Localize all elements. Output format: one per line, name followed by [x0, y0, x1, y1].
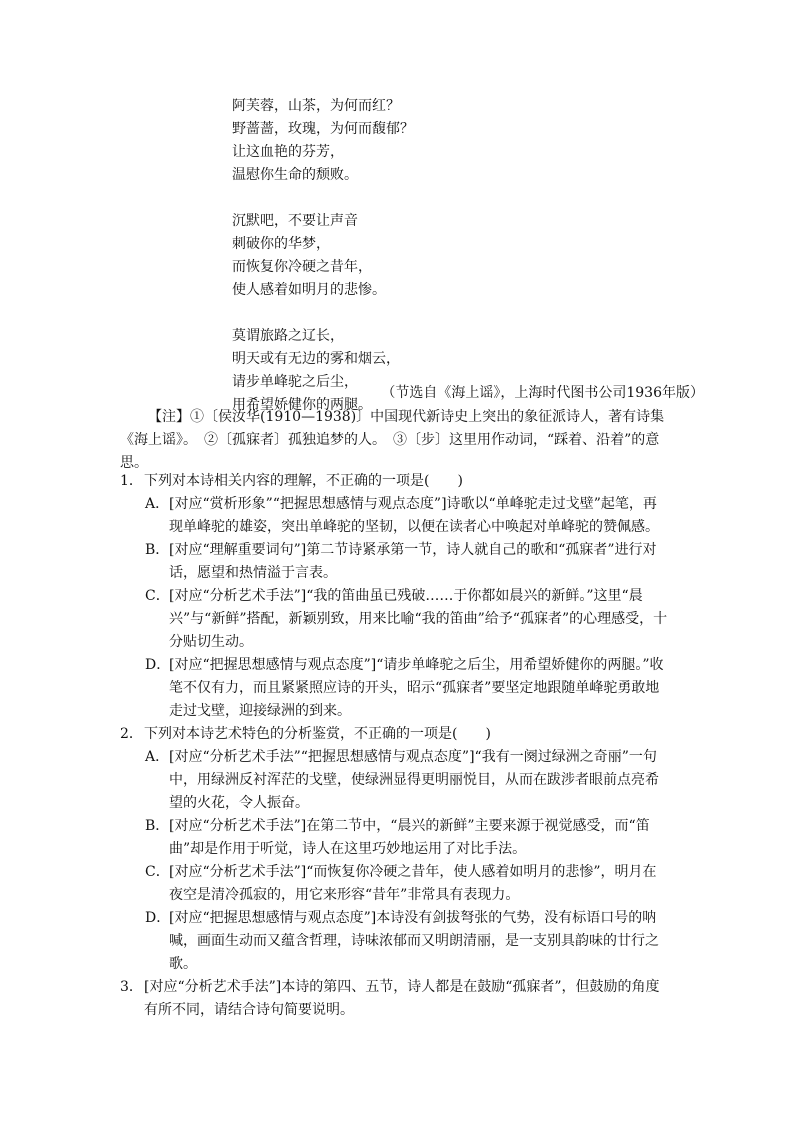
option-c: [120, 585, 670, 654]
option-text: [对应“分析艺术手法”“把握思想感情与观点态度”]“我有一阕过绿洲之奇丽”一句中，用绿洲反衬浑茫的戈壁，使绿洲显得更明丽悦目，从而在跋涉者眼前点亮希望的火花，令人振奋。: [169, 749, 659, 811]
poem-line: 野蔷蔷，玫瑰，为何而馥郁？: [232, 121, 414, 137]
poem-line: 刺破你的华梦，: [232, 236, 330, 252]
option-text: [对应“理解重要词句”]第二节诗紧承第一节，诗人就自己的歌和“孤寐者”进行对话，愿望和热情溢于言表。: [169, 542, 657, 581]
poem-line: 请步单峰驼之后尘，: [232, 374, 358, 390]
option-b: [120, 539, 670, 585]
question-number: 1．: [120, 473, 143, 489]
poem-line: 用希望娇健你的两腿。: [232, 397, 372, 413]
poem-line: 而恢复你冷硬之昔年，: [232, 259, 372, 275]
question-1: [120, 470, 670, 723]
poem-line: 莫谓旅路之辽长，: [232, 328, 344, 344]
option-label: C．: [145, 864, 170, 880]
question-number: 2．: [120, 726, 143, 742]
poem-line: 让这血艳的芬芳，: [232, 144, 344, 160]
option-c: [120, 861, 670, 907]
option-text: [对应“分析艺术手法”]在第二节中，“晨兴的新鲜”主要来源于视觉感受，而“笛曲”却是作用于听觉，诗人在这里巧妙地运用了对比手法。: [169, 818, 650, 857]
option-a: [120, 493, 670, 539]
question-stem: 下列对本诗艺术特色的分析鉴赏，不正确的一项是( ): [144, 726, 491, 742]
poem-stanza-2: [232, 210, 414, 302]
footnote: 【注】①〔侯汝华(1910—1938)〕中国现代新诗史上突出的象征派诗人，著有诗集《海上谣》。 ②〔孤寐者〕孤独追梦的人。 ③〔步〕这里用作动词，“踩着、沿着”的意思。: [120, 409, 665, 471]
option-text: [对应“把握思想感情与观点态度”]“请步单峰驼之后尘，用希望娇健你的两腿。”收笔不仅有力，而且紧紧照应诗的开头，昭示“孤寐者”要坚定地跟随单峰驼勇敢地走过戈壁，迎接绿洲的到来。: [169, 657, 664, 719]
poem-source: （节选自《海上谣》，上海时代图书公司1936年版）: [381, 385, 704, 401]
poem-line: 使人感着如明月的悲惨。: [232, 282, 386, 298]
question-stem: [对应“分析艺术手法”]本诗的第四、五节，诗人都是在鼓励“孤寐者”，但鼓励的角度有所不同，请结合诗句简要说明。: [144, 979, 660, 1018]
option-d: [120, 907, 670, 976]
poem-line: 明天或有无边的雾和烟云，: [232, 351, 400, 367]
poem-line: 阿芙蓉，山茶，为何而红？: [232, 98, 400, 114]
question-list: [120, 470, 670, 1022]
option-label: A．: [145, 749, 170, 765]
option-label: A．: [145, 496, 170, 512]
option-label: B．: [145, 542, 170, 558]
poem-line: 温慰你生命的颓败。: [232, 167, 358, 183]
option-text: [对应“分析艺术手法”]“而恢复你冷硬之昔年，使人感着如明月的悲惨”，明月在夜空是清冷孤寂的，用它来形容“昔年”非常具有表现力。: [169, 864, 657, 903]
poem-excerpt: [232, 95, 414, 417]
question-3: [120, 976, 670, 1022]
question-2: [120, 723, 670, 976]
option-label: D．: [145, 657, 171, 673]
option-text: [对应“分析艺术手法”]“我的笛曲虽已残破……于你都如晨兴的新鲜。”这里“晨兴”与“新鲜”搭配，新颖别致，用来比喻“我的笛曲”给予“孤寐者”的心理感受，十分贴切生动。: [169, 588, 668, 650]
poem-line: 沉默吧，不要让声音: [232, 213, 358, 229]
option-b: [120, 815, 670, 861]
option-text: [对应“把握思想感情与观点态度”]本诗没有剑拔弩张的气势，没有标语口号的呐喊，画面生动而又蕴含哲理，诗味浓郁而又明朗清丽，是一支别具韵味的廿行之歌。: [169, 910, 659, 972]
poem-stanza-1: [232, 95, 414, 187]
option-label: C．: [145, 588, 170, 604]
option-d: [120, 654, 670, 723]
option-label: B．: [145, 818, 170, 834]
option-a: [120, 746, 670, 815]
option-label: D．: [145, 910, 171, 926]
question-number: 3．: [120, 979, 143, 995]
option-text: [对应“赏析形象”“把握思想感情与观点态度”]诗歌以“单峰驼走过戈壁”起笔，再现单峰驼的雄姿，突出单峰驼的坚韧，以便在读者心中唤起对单峰驼的赞佩感。: [169, 496, 659, 535]
question-stem: 下列对本诗相关内容的理解，不正确的一项是( ): [144, 473, 463, 489]
